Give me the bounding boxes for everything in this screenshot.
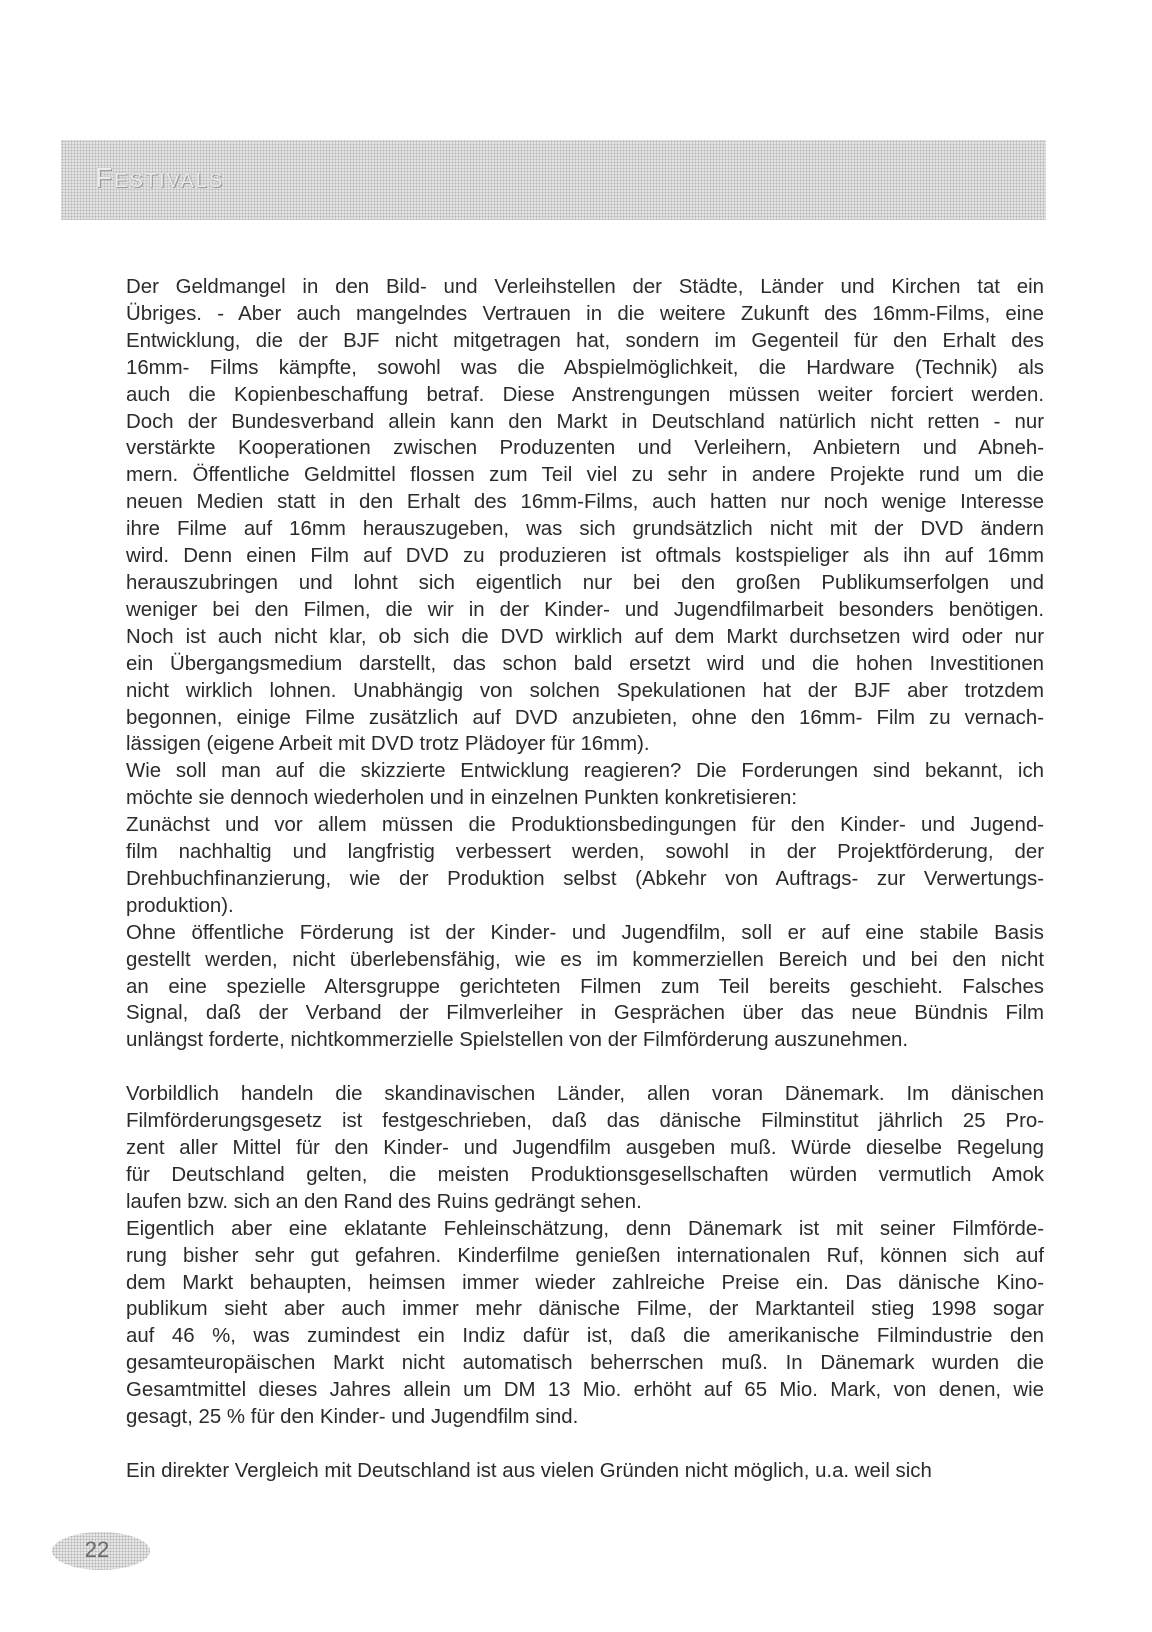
text-line: Eigentlich aber eine eklatante Fehleinschätzung, denn Dänemark ist mit seiner Filmförde- [126, 1217, 1044, 1240]
text-line: Vorbildlich handeln die skandinavischen Länder, allen voran Dänemark. Im dänischen [126, 1083, 1044, 1106]
text-line: Zunächst und vor allem müssen die Produktionsbedingungen für den Kinder- und Jugend- [126, 814, 1044, 837]
text-line: Signal, daß der Verband der Filmverleiher in Gesprächen über das neue Bündnis Film [126, 1002, 1044, 1025]
text-line: gestellt werden, nicht überlebensfähig, wie es im kommerziellen Bereich und bei den nicht [126, 948, 1044, 971]
text-line: Noch ist auch nicht klar, ob sich die DVD wirklich auf dem Markt durchsetzen wird oder nur [126, 625, 1044, 648]
text-line: wird. Denn einen Film auf DVD zu produzieren ist oftmals kostspieliger als ihn auf 16mm [126, 545, 1044, 568]
text-line: zent aller Mittel für den Kinder- und Jugendfilm ausgeben muß. Würde dieselbe Regelung [126, 1136, 1044, 1159]
paragraph-gap [126, 1054, 1044, 1081]
text-line: Doch der Bundesverband allein kann den Markt in Deutschland natürlich nicht retten - nur [126, 410, 1044, 433]
text-line: publikum sieht aber auch immer mehr dänische Filme, der Marktanteil stieg 1998 sogar [126, 1298, 1044, 1321]
text-line: gesagt, 25 % für den Kinder- und Jugendfilm sind. [126, 1406, 579, 1429]
text-line: dem Markt behaupten, heimsen immer wieder zahlreiche Preise ein. Das dänische Kino- [126, 1271, 1044, 1294]
text-line: möchte sie dennoch wiederholen und in einzelnen Punkten konkretisieren: [126, 787, 798, 810]
section-header-band [61, 140, 1046, 220]
text-line: rung bisher sehr gut gefahren. Kinderfilme genießen internationalen Ruf, können sich auf [126, 1244, 1044, 1267]
text-line: ein Übergangsmedium darstellt, das schon bald ersetzt wird und die hohen Investitionen [126, 652, 1044, 675]
text-line: laufen bzw. sich an den Rand des Ruins gedrängt sehen. [126, 1190, 642, 1213]
text-line: Ohne öffentliche Förderung ist der Kinder- und Jugendfilm, soll er auf eine stabile Basis [126, 921, 1044, 944]
article-body [126, 274, 1044, 1485]
text-line: für Deutschland gelten, die meisten Produktionsgesellschaften würden vermutlich Amok [126, 1163, 1044, 1186]
paragraph-gap [126, 1431, 1044, 1458]
text-line: mern. Öffentliche Geldmittel flossen zum Teil viel zu sehr in andere Projekte rund um die [126, 464, 1044, 487]
text-line: auch die Kopienbeschaffung betraf. Diese Anstrengungen müssen weiter forciert werden. [126, 383, 1044, 406]
text-line: Entwicklung, die der BJF nicht mitgetragen hat, sondern im Gegenteil für den Erhalt des [126, 329, 1044, 352]
text-line: lässigen (eigene Arbeit mit DVD trotz Plädoyer für 16mm). [126, 733, 650, 756]
text-line: Ein direkter Vergleich mit Deutschland ist aus vielen Gründen nicht möglich, u.a. weil sich [126, 1459, 932, 1482]
page-number-badge [52, 1532, 150, 1570]
text-line: ihre Filme auf 16mm herauszugeben, was sich grundsätzlich nicht mit der DVD ändern [126, 518, 1044, 541]
page-number: 22 [84, 1537, 110, 1562]
text-line: film nachhaltig und langfristig verbessert werden, sowohl in der Projektförderung, der [126, 841, 1044, 864]
text-line: verstärkte Kooperationen zwischen Produzenten und Verleihern, Anbietern und Abneh- [126, 437, 1044, 460]
text-line: herauszubringen und lohnt sich eigentlich nur bei den großen Publikumserfolgen und [126, 571, 1044, 594]
text-line: auf 46 %, was zumindest ein Indiz dafür ist, daß die amerikanische Filmindustrie den [126, 1325, 1044, 1348]
text-line: unlängst forderte, nichtkommerzielle Spielstellen von der Filmförderung auszunehmen. [126, 1029, 909, 1052]
text-line: neuen Medien statt in den Erhalt des 16mm-Films, auch hatten nur noch wenige Interesse [126, 491, 1044, 514]
text-line: Übriges. - Aber auch mangelndes Vertrauen in die weitere Zukunft des 16mm-Films, eine [126, 302, 1044, 325]
text-line: Wie soll man auf die skizzierte Entwicklung reagieren? Die Forderungen sind bekannt, ich [126, 760, 1044, 783]
text-line: Drehbuchfinanzierung, wie der Produktion selbst (Abkehr von Auftrags- zur Verwertungs- [126, 867, 1044, 890]
text-line: 16mm- Films kämpfte, sowohl was die Abspielmöglichkeit, die Hardware (Technik) als [126, 356, 1044, 379]
text-line: Filmförderungsgesetz ist festgeschrieben, daß das dänische Filminstitut jährlich 25 Pro- [126, 1110, 1044, 1133]
section-title: Festivals [95, 162, 225, 193]
text-line: begonnen, einige Filme zusätzlich auf DVD anzubieten, ohne den 16mm- Film zu vernach- [126, 706, 1044, 729]
text-line: an eine spezielle Altersgruppe gerichteten Filmen zum Teil bereits geschieht. Falsches [126, 975, 1044, 998]
text-line: gesamteuropäischen Markt nicht automatisch beherrschen muß. In Dänemark wurden die [126, 1352, 1044, 1375]
text-line: Gesamtmittel dieses Jahres allein um DM 13 Mio. erhöht auf 65 Mio. Mark, von denen, wie [126, 1379, 1044, 1402]
text-line: Der Geldmangel in den Bild- und Verleihstellen der Städte, Länder und Kirchen tat ein [126, 276, 1044, 298]
text-line: nicht wirklich lohnen. Unabhängig von solchen Spekulationen hat der BJF aber trotzdem [126, 679, 1044, 702]
text-line: weniger bei den Filmen, die wir in der Kinder- und Jugendfilmarbeit besonders benötigen. [126, 598, 1044, 621]
text-line: produktion). [126, 894, 234, 917]
